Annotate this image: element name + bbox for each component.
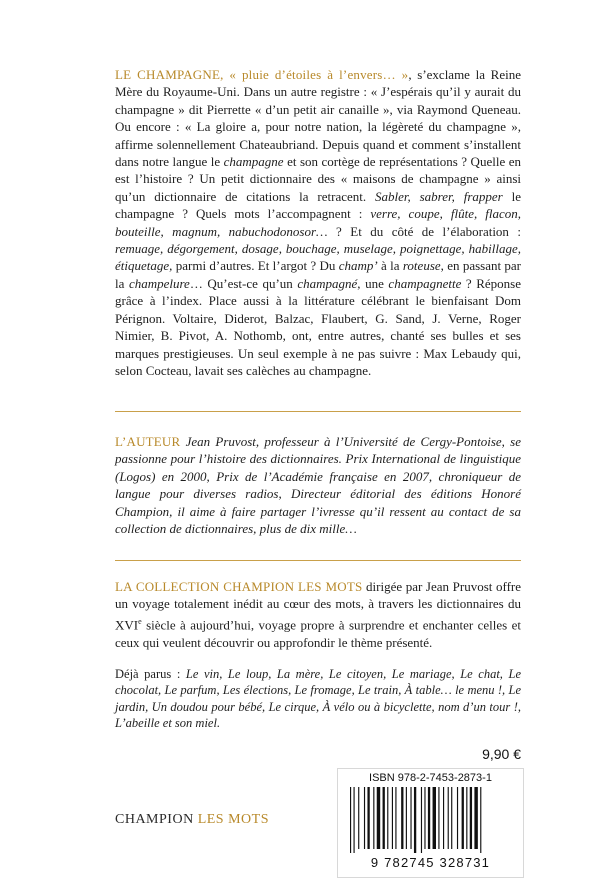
author-paragraph bbox=[115, 433, 521, 537]
barcode-bar bbox=[410, 787, 411, 849]
barcode-bar bbox=[387, 787, 388, 849]
barcode-bar bbox=[373, 787, 374, 849]
barcode-bar bbox=[457, 787, 458, 849]
publisher-logo bbox=[115, 812, 269, 828]
collection-text-a: dirigée par Jean Pruvost offre un voyage totalement inédit au cœur des mots, à travers les dictionnaires du XVI bbox=[115, 579, 522, 633]
summary-italic-term: champelure bbox=[128, 275, 190, 291]
summary-text: ? Réponse grâce à l’index. Place aussi à la littérature célébrant le bienfaisant Dom Pérignon. Voltaire, Diderot, Balzac, Flaubert, G. Sand, J. Verne, Roger Nimier, B. Pivot, A. Nothomb, ont, entre autres, chanté ses bulles et ses marques prestigieuses. Un seul exemple à ne pas suivre : Max Lebaudy qui, selon Cocteau, lavait ses calèches au champagne. bbox=[115, 275, 521, 378]
barcode-bar bbox=[392, 787, 393, 849]
collection-label: LA COLLECTION CHAMPION LES MOTS bbox=[115, 579, 363, 594]
barcode-bar bbox=[470, 787, 472, 849]
barcode-bar bbox=[433, 787, 436, 849]
author-bio: Jean Pruvost, professeur à l’Université de Cergy-Pontoise, se passionne pour l’histoire des dictionnaires. Prix International de linguistique (Logos) en 2000, Prix de l’Académie française en 2007, chroniqueur de langue pour diverses radios, Directeur éditorial des éditions Honoré Champion, il aime à faire partager l’ivresse qu’il ressent au contact de sa collection de dictionnaires, plus de dix mille… bbox=[115, 434, 521, 537]
section-divider bbox=[115, 560, 521, 561]
summary-italic-term: champagné bbox=[297, 275, 358, 291]
barcode-bar bbox=[448, 787, 449, 849]
barcode-icon bbox=[348, 787, 513, 853]
price: 9,90 € bbox=[482, 746, 521, 762]
summary-italic-term: roteuse bbox=[402, 258, 441, 274]
barcode-bar bbox=[451, 787, 452, 849]
century-superscript: e bbox=[138, 616, 142, 626]
summary-lead: LE CHAMPAGNE, « pluie d’étoiles à l’envers… » bbox=[115, 67, 409, 82]
barcode-label bbox=[337, 768, 524, 878]
barcode-bar bbox=[358, 787, 359, 849]
already-published-prefix: Déjà parus : bbox=[115, 667, 186, 681]
summary-body bbox=[115, 67, 521, 378]
summary-italic-term: Sabler, sabrer, frapper bbox=[375, 188, 503, 204]
already-published-list bbox=[115, 666, 521, 732]
barcode-bar bbox=[383, 787, 385, 849]
ean-digits: 9 782745 328731 bbox=[370, 855, 491, 870]
author-label: L’AUTEUR bbox=[115, 434, 181, 449]
barcode-bar bbox=[443, 787, 444, 849]
summary-text: et son cortège de représentations ? Quelle en est l’histoire ? Un petit dictionnaire des « maisons de champagne » ainsi qu’un dictionnaire de citations la retracent. bbox=[115, 154, 521, 204]
barcode-bar bbox=[480, 787, 481, 853]
barcode-bar bbox=[364, 787, 365, 849]
already-published-titles: Le vin, Le loup, La mère, Le citoyen, Le mariage, Le chat, Le chocolat, Le parfum, Les élections, Le fromage, Le train, À table… le menu !, Le jardin, Un doudou pour bébé, Le cirque, À vélo ou à bicyclette, nom d’un tour !, L’abeille et son miel. bbox=[115, 667, 521, 731]
barcode-bar bbox=[350, 787, 351, 853]
summary-text: , en passant par la bbox=[115, 258, 522, 291]
barcode-bar bbox=[406, 787, 407, 849]
summary-text: le champagne ? Quels mots l’accompagnent : bbox=[115, 188, 521, 222]
summary-italic-term: remuage, dégorgement, dosage, bouchage, muselage, poignettage, habillage, étiquetage, bbox=[115, 241, 521, 274]
barcode-bar bbox=[377, 787, 380, 849]
collection-name: LES MOTS bbox=[197, 812, 269, 827]
summary-text: , une bbox=[357, 275, 389, 291]
summary-text: … Qu’est-ce qu’un bbox=[189, 275, 298, 291]
barcode-bar bbox=[424, 787, 425, 849]
isbn-text: ISBN 978-2-7453-2873-1 bbox=[369, 772, 492, 784]
collection-paragraph bbox=[115, 578, 521, 651]
summary-italic-term: champagnette bbox=[388, 275, 462, 291]
barcode-bar bbox=[395, 787, 396, 849]
summary-paragraph bbox=[115, 66, 521, 379]
collection-text-b: siècle à aujourd’hui, voyage propre à surprendre et enchanter celles et ceux qui veulent découvrir ou approfondir le thème présenté. bbox=[115, 617, 521, 650]
summary-text: , s’exclame la Reine Mère du Royaume-Uni. Dans un autre registre : « J’espérais qu’il y aurait du champagne » dit Pierrette « d’un petit air canaille », via Raymond Queneau. Ou encore : « La gloire a, pour notre nation, la légèreté du champagne », affirme solennellement Chateaubriand. Depuis quand et comment s’installent dans notre langue le bbox=[115, 67, 521, 170]
section-divider bbox=[115, 411, 521, 412]
barcode-bar bbox=[474, 787, 477, 849]
barcode-bar bbox=[466, 787, 467, 849]
barcode-bar bbox=[367, 787, 369, 849]
summary-italic-term: champagne bbox=[223, 154, 284, 170]
barcode-bar bbox=[354, 787, 355, 853]
summary-text: à la bbox=[377, 258, 403, 274]
barcode-bar bbox=[462, 787, 464, 849]
barcode-bar bbox=[428, 787, 430, 849]
summary-italic-term: champ’ bbox=[338, 258, 378, 274]
barcode-bar bbox=[414, 787, 416, 853]
publisher-name: CHAMPION bbox=[115, 812, 194, 827]
barcode-bar bbox=[421, 787, 422, 853]
summary-italic-term: verre, coupe, flûte, flacon, bouteille, magnum, nabuchodonosor… bbox=[115, 206, 521, 239]
barcode-bar bbox=[401, 787, 403, 849]
barcode-bar bbox=[438, 787, 439, 849]
summary-text: ? Et du côté de l’élaboration : bbox=[327, 223, 521, 239]
summary-text: parmi d’autres. Et l’argot ? Du bbox=[172, 258, 339, 274]
